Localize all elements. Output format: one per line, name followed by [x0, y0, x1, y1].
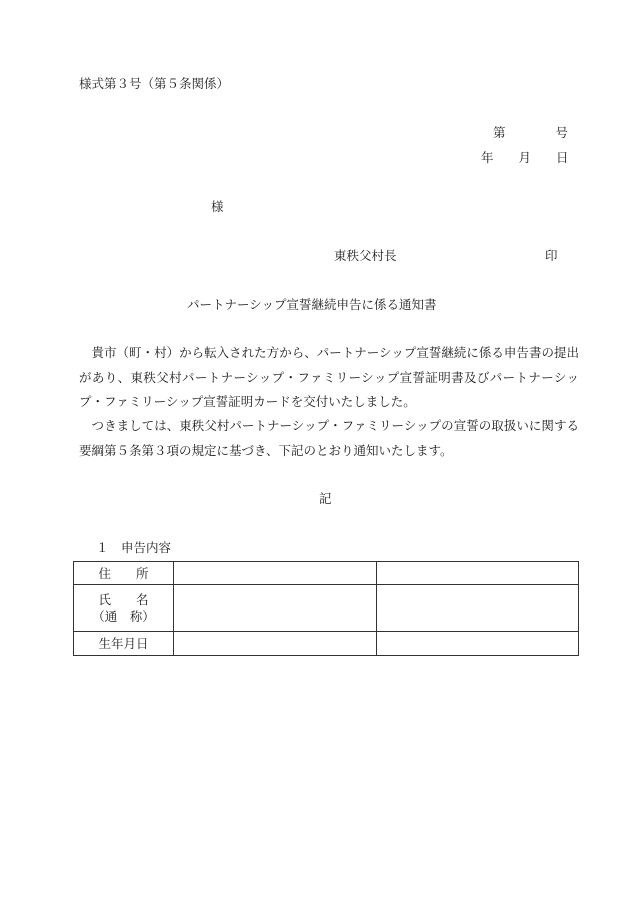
document-title: パートナーシップ宣誓継続申告に係る通知書: [187, 297, 437, 312]
seal-mark: 印: [545, 248, 558, 263]
recipient-honorific: 様: [211, 199, 224, 214]
name-cell-2[interactable]: [377, 585, 579, 632]
table-row-name: [74, 585, 579, 632]
address-label: 住 所: [74, 562, 174, 585]
address-cell-2[interactable]: [377, 562, 579, 585]
document-number-line: 第 号: [493, 125, 569, 140]
name-label: 氏 名: [98, 592, 149, 607]
table-row-birthdate: [74, 632, 579, 656]
body-paragraph-1: 貴市（町・村）から転入された方から、パートナーシップ宣誓継続に係る申告書の提出があり、東秩父村パートナーシップ・ファミリーシップ宣誓証明書及びパートナーシップ・ファミリーシップ宣誓証明カードを交付いたしました。: [79, 345, 579, 409]
birthdate-label: 生年月日: [74, 632, 174, 656]
address-cell-1[interactable]: [174, 562, 377, 585]
table-row-address: [74, 562, 579, 585]
name-label-cell: [74, 585, 174, 632]
date-line: 年 月 日: [481, 150, 569, 165]
name-cell-1[interactable]: [174, 585, 377, 632]
birthdate-cell-1[interactable]: [174, 632, 377, 656]
alias-label: （通 称）: [92, 609, 155, 624]
form-number: 様式第３号（第５条関係）: [79, 76, 230, 91]
ki-heading: 記: [319, 491, 332, 506]
section-heading: １ 申告内容: [96, 540, 172, 555]
sender-name: 東秩父村長: [334, 248, 397, 263]
body-paragraph-2: つきましては、東秩父村パートナーシップ・ファミリーシップの宣誓の取扱いに関する要綱第５条第３項の規定に基づき、下記のとおり通知いたします。: [79, 418, 579, 458]
declaration-table: [73, 561, 579, 656]
birthdate-cell-2[interactable]: [377, 632, 579, 656]
